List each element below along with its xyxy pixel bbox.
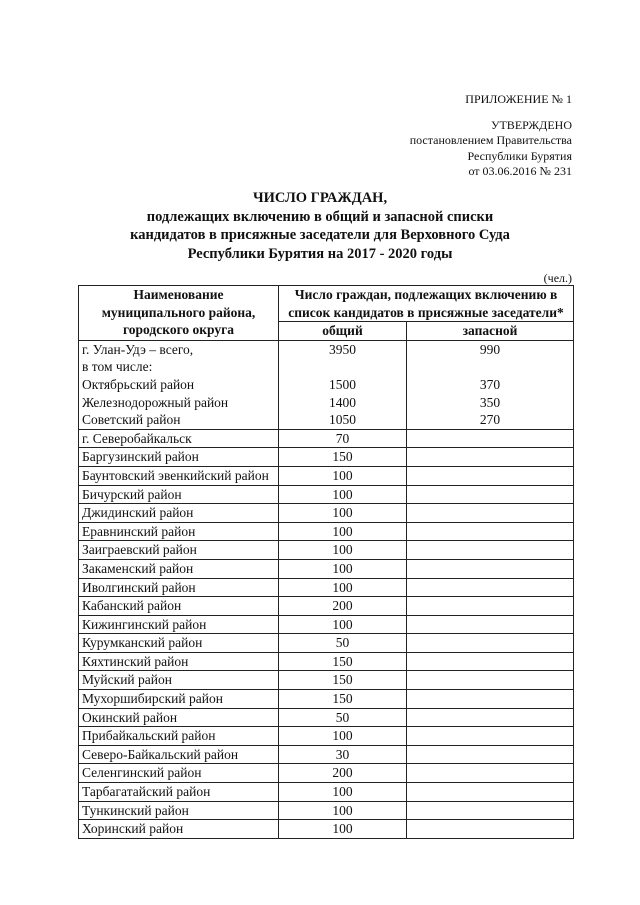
reserve-value: 370 [479,376,501,392]
general-count: 30 [279,745,407,764]
district-name: Окинский район [79,708,279,727]
district-name: Иволгинский район [79,578,279,597]
reserve-count [407,652,574,671]
ulan-ude-line: Железнодорожный район [82,394,229,410]
reserve-count [407,783,574,802]
approved-by-line-2: Республики Бурятия [467,148,572,163]
district-name: Кабанский район [79,597,279,616]
district-name: Курумканский район [79,634,279,653]
approval-block [312,92,572,180]
reserve-count [407,801,574,820]
district-name: Прибайкальский район [79,727,279,746]
reserve-count [407,504,574,523]
reserve-count [407,764,574,783]
title-line-4: Республики Бурятия на 2017 - 2020 годы [187,245,453,262]
table-row [79,671,574,690]
general-count: 150 [279,690,407,709]
column-header-general: общий [279,322,407,341]
general-count: 150 [279,448,407,467]
table-row [79,504,574,523]
reserve-count [407,727,574,746]
reserve-count [407,690,574,709]
general-count: 100 [279,727,407,746]
table-row [79,708,574,727]
reserve-value: 350 [479,394,501,410]
reserve-value: 990 [479,341,501,357]
table-row-ulan-ude [79,340,574,429]
reserve-count [407,634,574,653]
general-count: 200 [279,764,407,783]
district-name: Селенгинский район [79,764,279,783]
ulan-ude-reserve [407,340,574,429]
table-row [79,745,574,764]
ulan-ude-line: в том числе: [82,359,153,375]
ulan-ude-general [279,340,407,429]
general-value: 1400 [329,394,356,410]
reserve-count [407,745,574,764]
general-count: 150 [279,671,407,690]
table-row [79,634,574,653]
district-name: Хоринский район [79,820,279,839]
reserve-count [407,578,574,597]
title-line-1: ЧИСЛО ГРАЖДАН, [252,190,388,206]
general-count: 50 [279,708,407,727]
decree-date: от 03.06.2016 № 231 [468,164,572,178]
general-count: 100 [279,820,407,839]
district-name: Тункинский район [79,801,279,820]
general-count: 100 [279,559,407,578]
general-count: 100 [279,783,407,802]
unit-label: (чел.) [543,271,572,285]
district-name: Бичурский район [79,485,279,504]
general-count: 150 [279,652,407,671]
table-row [79,522,574,541]
reserve-count [407,820,574,839]
reserve-count [407,466,574,485]
general-value: 1050 [329,412,356,428]
ulan-ude-line: Октябрьский район [82,376,195,392]
general-count: 100 [279,801,407,820]
table-row [79,448,574,467]
reserve-count [407,615,574,634]
column-header-name: Наименование муниципального района, городского округа [79,286,279,341]
table-row [79,559,574,578]
approved-label: УТВЕРЖДЕНО [490,117,572,132]
citizens-table [78,285,574,839]
table-row [79,820,574,839]
district-name: Заиграевский район [79,541,279,560]
reserve-count [407,597,574,616]
table-row [79,690,574,709]
reserve-count [407,541,574,560]
district-name: Кяхтинский район [79,652,279,671]
table-row [79,615,574,634]
title-line-3: кандидатов в присяжные заседатели для Верховного Суда [130,227,510,243]
general-count: 100 [279,578,407,597]
title-line-2: подлежащих включению в общий и запасной списки [146,208,494,225]
ulan-ude-line: г. Улан-Удэ – всего, [82,341,194,357]
reserve-value [410,358,570,376]
district-name: Мухоршибирский район [79,690,279,709]
general-count: 100 [279,541,407,560]
district-name: Джидинский район [79,504,279,523]
district-name: г. Северобайкальск [79,429,279,448]
table-row [79,466,574,485]
ulan-ude-line: Советский район [82,412,181,428]
reserve-count [407,448,574,467]
district-name: Тарбагатайский район [79,783,279,802]
general-count: 100 [279,485,407,504]
district-name: Баргузинский район [79,448,279,467]
general-value: 3950 [329,341,356,357]
general-count: 100 [279,504,407,523]
general-count: 100 [279,466,407,485]
ulan-ude-names [79,340,279,429]
table-row [79,764,574,783]
general-count: 100 [279,615,407,634]
table-row [79,783,574,802]
table-row [79,485,574,504]
reserve-count [407,522,574,541]
table-row [79,578,574,597]
reserve-count [407,429,574,448]
district-name: Баунтовский эвенкийский район [79,466,279,485]
reserve-count [407,708,574,727]
appendix-number: ПРИЛОЖЕНИЕ № 1 [465,92,572,106]
table-row [79,541,574,560]
document-title [0,189,640,263]
general-count: 100 [279,522,407,541]
general-count: 200 [279,597,407,616]
reserve-value: 270 [479,412,501,428]
district-name: Муйский район [79,671,279,690]
reserve-count [407,485,574,504]
district-name: Еравнинский район [79,522,279,541]
table-row [79,597,574,616]
reserve-count [407,671,574,690]
general-count: 50 [279,634,407,653]
district-name: Кижингинский район [79,615,279,634]
approved-by-line-1: постановлением Правительства [409,133,572,147]
general-value: 1500 [329,376,356,392]
district-name: Закаменский район [79,559,279,578]
table-row [79,652,574,671]
reserve-count [407,559,574,578]
general-value [282,358,403,376]
column-header-reserve: запасной [407,322,574,341]
table-row [79,727,574,746]
table-row [79,429,574,448]
general-count: 70 [279,429,407,448]
column-header-group: Число граждан, подлежащих включению в список кандидатов в присяжные заседатели* [279,286,574,322]
district-name: Северо-Байкальский район [79,745,279,764]
table-row [79,801,574,820]
